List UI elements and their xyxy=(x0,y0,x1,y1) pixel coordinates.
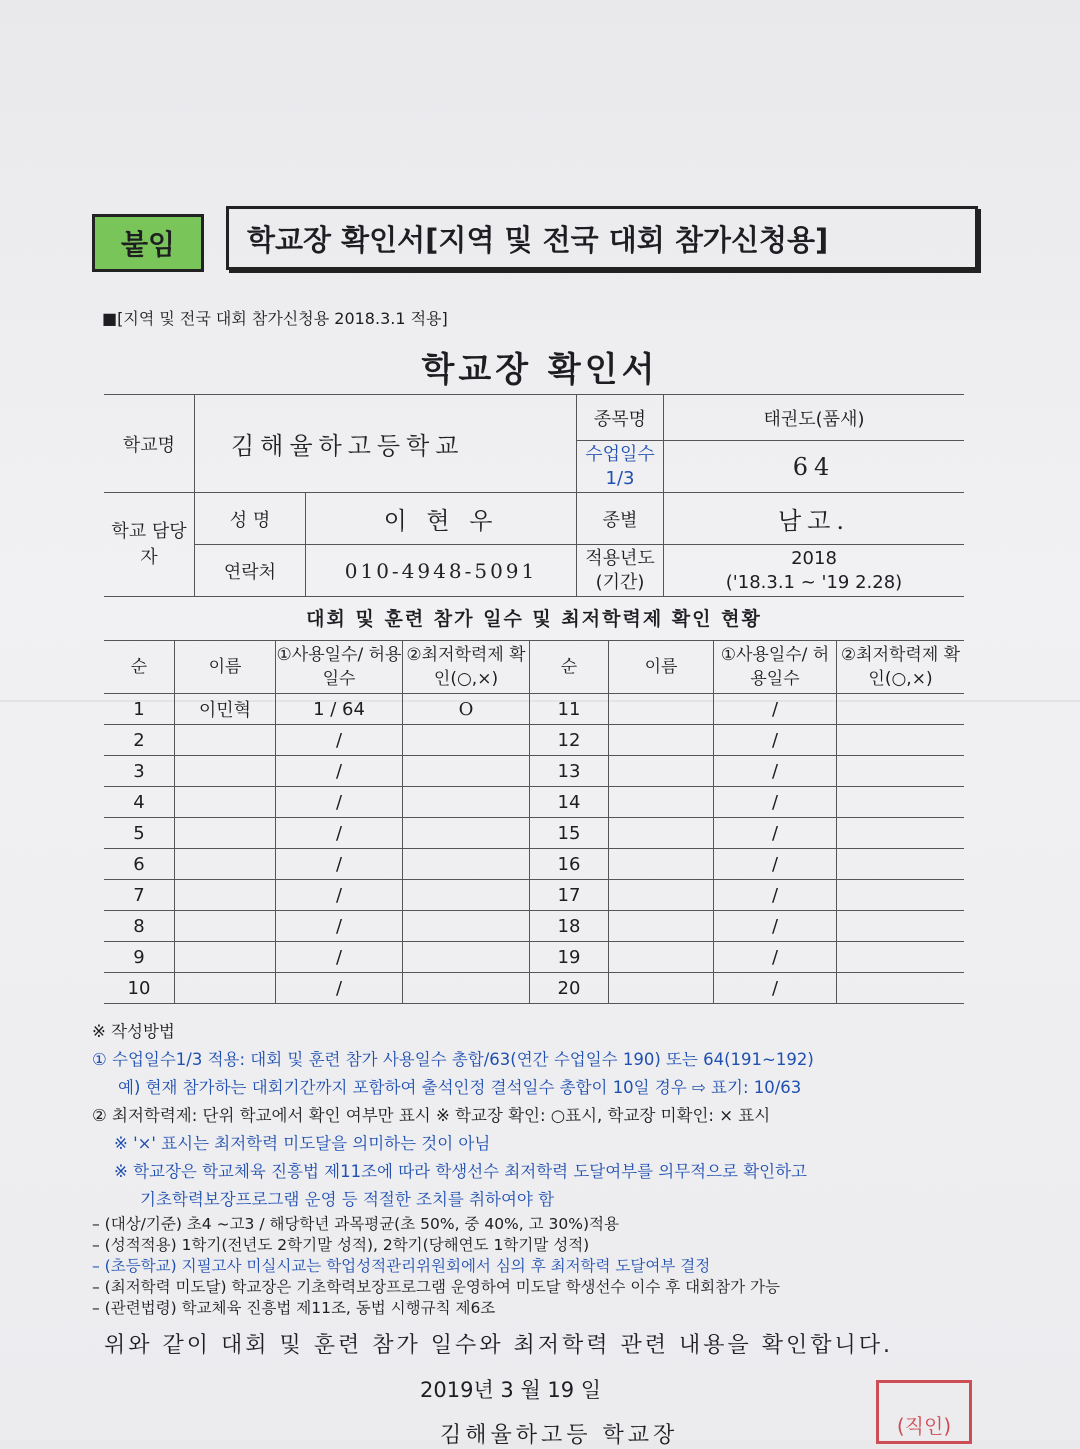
year-label: 적용년도 (기간) xyxy=(577,545,664,597)
row-number: 20 xyxy=(530,973,609,1004)
table-row xyxy=(104,973,964,1004)
note-sub-1: – (대상/기준) 초4 ~고3 / 해당학년 과목평균(초 50%, 중 40%, 고 30%)적용 xyxy=(92,1215,619,1233)
row-check: O xyxy=(403,694,530,725)
note-3: ※ '×' 표시는 최저학력 미도달을 의미하는 것이 아님 xyxy=(114,1134,491,1153)
note-1a: ① 수업일수1/3 적용: 대회 및 훈련 참가 사용일수 총합/63(연간 수업일수 190) 또는 64(191~192) xyxy=(92,1050,814,1069)
row-days: / xyxy=(714,818,837,849)
row-check xyxy=(403,911,530,942)
row-name xyxy=(175,942,276,973)
table-row xyxy=(104,787,964,818)
info-table xyxy=(104,394,964,597)
row-days: / xyxy=(714,787,837,818)
event-label: 종목명 xyxy=(577,395,664,441)
row-check xyxy=(837,973,965,1004)
row-name: 이민혁 xyxy=(175,694,276,725)
row-days: / xyxy=(276,973,403,1004)
row-name xyxy=(609,694,714,725)
row-name xyxy=(175,787,276,818)
page-title: 학교장 확인서 xyxy=(421,350,659,390)
col-name: 이름 xyxy=(609,641,714,694)
row-number: 10 xyxy=(104,973,175,1004)
row-days: / xyxy=(714,942,837,973)
table-row xyxy=(104,818,964,849)
row-days: / xyxy=(276,725,403,756)
row-days: / xyxy=(714,694,837,725)
school-label: 학교명 xyxy=(104,395,195,493)
row-name xyxy=(609,973,714,1004)
type-label: 종별 xyxy=(577,493,664,545)
note-sub-5: – (관련법령) 학교체육 진흥법 제11조, 동법 시행규칙 제6조 xyxy=(92,1299,496,1317)
note-sub-2: – (성적적용) 1학기(전년도 2학기말 성적), 2학기(당해연도 1학기말 성적) xyxy=(92,1236,590,1254)
row-name xyxy=(175,880,276,911)
row-check xyxy=(403,725,530,756)
row-number: 7 xyxy=(104,880,175,911)
participation-table xyxy=(104,640,964,1004)
table-row xyxy=(104,849,964,880)
row-check xyxy=(837,911,965,942)
row-name xyxy=(175,911,276,942)
note-4b: 기초학력보장프로그램 운영 등 적절한 조치를 취하여야 함 xyxy=(140,1190,555,1209)
row-days: / xyxy=(714,973,837,1004)
row-number: 12 xyxy=(530,725,609,756)
row-days: / xyxy=(714,725,837,756)
table-row xyxy=(104,911,964,942)
year-value: 2018 xyxy=(791,547,837,569)
row-number: 3 xyxy=(104,756,175,787)
note-sub-3: – (초등학교) 지필고사 미실시교는 학업성적관리위원회에서 심의 후 최저학력 도달여부 결정 xyxy=(92,1257,711,1275)
row-days: / xyxy=(276,849,403,880)
form-subnote: ■[지역 및 전국 대회 참가신청용 2018.3.1 적용] xyxy=(102,309,448,328)
name-value: 이 현 우 xyxy=(306,493,577,545)
row-check xyxy=(403,849,530,880)
row-name xyxy=(175,725,276,756)
row-days: / xyxy=(714,911,837,942)
row-name xyxy=(609,880,714,911)
seal-label: (직인) xyxy=(896,1414,952,1438)
row-number: 4 xyxy=(104,787,175,818)
row-check xyxy=(837,880,965,911)
row-days: / xyxy=(276,756,403,787)
school-value: 김해율하고등학교 xyxy=(195,395,577,493)
row-number: 11 xyxy=(530,694,609,725)
name-label: 성 명 xyxy=(195,493,306,545)
notes-heading: ※ 작성방법 xyxy=(92,1022,175,1041)
row-days: / xyxy=(276,942,403,973)
days-label: 수업일수 1/3 xyxy=(577,441,664,493)
row-number: 8 xyxy=(104,911,175,942)
row-days: / xyxy=(714,880,837,911)
row-number: 19 xyxy=(530,942,609,973)
row-days: / xyxy=(276,787,403,818)
phone-value: 010-4948-5091 xyxy=(306,545,577,597)
event-value: 태권도(품새) xyxy=(664,395,965,441)
row-check xyxy=(837,942,965,973)
row-name xyxy=(609,818,714,849)
row-days: / xyxy=(276,818,403,849)
row-number: 5 xyxy=(104,818,175,849)
confirm-statement: 위와 같이 대회 및 훈련 참가 일수와 최저학력 관련 내용을 확인합니다. xyxy=(104,1333,893,1358)
col-no: 순 xyxy=(104,641,175,694)
row-check xyxy=(403,787,530,818)
row-number: 15 xyxy=(530,818,609,849)
row-check xyxy=(403,756,530,787)
issue-date: 2019년 3 월 19 일 xyxy=(420,1378,602,1402)
note-4a: ※ 학교장은 학교체육 진흥법 제11조에 따라 학생선수 최저학력 도달여부를 의무적으로 확인하고 xyxy=(114,1162,807,1181)
row-check xyxy=(403,973,530,1004)
row-check xyxy=(837,756,965,787)
row-check xyxy=(837,849,965,880)
row-days: / xyxy=(276,911,403,942)
col-name: 이름 xyxy=(175,641,276,694)
phone-label: 연락처 xyxy=(195,545,306,597)
row-check xyxy=(403,942,530,973)
attachment-badge: 붙임 xyxy=(92,214,204,272)
row-check xyxy=(403,880,530,911)
row-number: 6 xyxy=(104,849,175,880)
row-name xyxy=(175,756,276,787)
type-value: 남고. xyxy=(664,493,965,545)
row-name xyxy=(609,849,714,880)
row-number: 13 xyxy=(530,756,609,787)
row-days: / xyxy=(714,756,837,787)
row-check xyxy=(837,818,965,849)
row-check xyxy=(837,694,965,725)
principal-signature: 김해율하고등 학교장 xyxy=(440,1423,679,1448)
notes xyxy=(92,1018,992,1319)
row-number: 16 xyxy=(530,849,609,880)
period-value: ('18.3.1 ~ '19 2.28) xyxy=(725,571,903,593)
row-name xyxy=(609,725,714,756)
col-days: ①사용일수/ 허용일수 xyxy=(714,641,837,694)
row-number: 17 xyxy=(530,880,609,911)
contact-label: 학교 담당자 xyxy=(104,493,195,597)
row-name xyxy=(609,911,714,942)
year-cell xyxy=(664,545,965,597)
row-name xyxy=(175,818,276,849)
col-check: ②최저학력제 확인(○,×) xyxy=(837,641,965,694)
row-name xyxy=(175,973,276,1004)
row-check xyxy=(403,818,530,849)
row-check xyxy=(837,787,965,818)
note-2: ② 최저학력제: 단위 학교에서 확인 여부만 표시 ※ 학교장 확인: ○표시, 학교장 미확인: × 표시 xyxy=(92,1106,771,1125)
table-row xyxy=(104,756,964,787)
col-check: ②최저학력제 확인(○,×) xyxy=(403,641,530,694)
table-row xyxy=(104,880,964,911)
table-row xyxy=(104,942,964,973)
row-days: / xyxy=(714,849,837,880)
row-days: / xyxy=(276,880,403,911)
row-number: 2 xyxy=(104,725,175,756)
row-number: 14 xyxy=(530,787,609,818)
note-sub-4: – (최저학력 미도달) 학교장은 기초학력보장프로그램 운영하여 미도달 학생선수 이수 후 대회참가 가능 xyxy=(92,1278,780,1296)
col-days: ①사용일수/ 허용일수 xyxy=(276,641,403,694)
official-seal xyxy=(876,1380,972,1444)
note-1b: 예) 현재 참가하는 대회기간까지 포함하여 출석인정 결석일수 총합이 10일 경우 ⇨ 표기: 10/63 xyxy=(118,1078,802,1097)
row-days: 1 / 64 xyxy=(276,694,403,725)
col-no: 순 xyxy=(530,641,609,694)
form-box-title: 학교장 확인서[지역 및 전국 대회 참가신청용] xyxy=(226,206,978,270)
row-number: 1 xyxy=(104,694,175,725)
section-title: 대회 및 훈련 참가 일수 및 최저학력제 확인 현황 xyxy=(306,608,762,630)
row-number: 9 xyxy=(104,942,175,973)
row-name xyxy=(609,942,714,973)
row-name xyxy=(609,756,714,787)
days-value: 64 xyxy=(664,441,965,493)
row-name xyxy=(609,787,714,818)
row-check xyxy=(837,725,965,756)
table-row xyxy=(104,694,964,725)
row-name xyxy=(175,849,276,880)
row-number: 18 xyxy=(530,911,609,942)
table-header-row xyxy=(104,641,964,694)
table-row xyxy=(104,725,964,756)
